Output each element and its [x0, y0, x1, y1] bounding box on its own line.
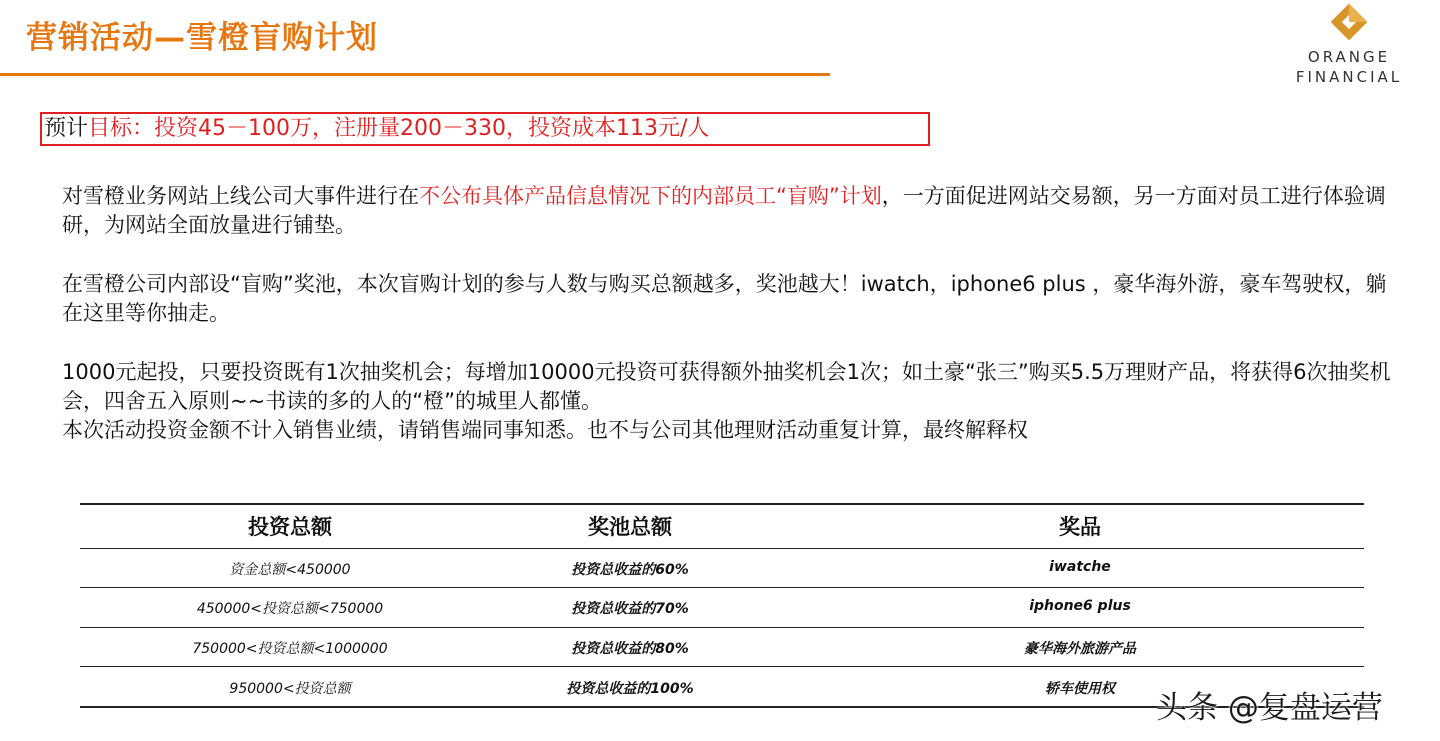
table-header-rule	[80, 548, 1364, 549]
row-rule	[80, 627, 1364, 628]
cell-prize: 豪华海外旅游产品	[1024, 641, 1136, 657]
rules-text-line2: 本次活动投资金额不计入销售业绩，请销售端同事知悉。也不与公司其他理财活动重复计算，最终解释权	[62, 418, 1028, 442]
row-rule	[80, 587, 1364, 588]
cell-investment-range: 750000<投资总额<1000000	[192, 641, 388, 657]
cell-pool-share: 投资总收益的100%	[566, 681, 694, 697]
intro-text-start: 对雪橙业务网站上线公司大事件进行在	[62, 184, 419, 208]
paragraph-intro	[62, 182, 1402, 240]
cell-pool-share: 投资总收益的80%	[571, 641, 689, 657]
goal-prefix: 预计	[44, 116, 89, 141]
paragraph-prize-pool: 在雪橙公司内部设“盲购”奖池，本次盲购计划的参与人数与购买总额越多，奖池越大！iwatch，iphone6 plus ，豪华海外游，豪车驾驶权，躺在这里等你抽走。	[62, 272, 1387, 325]
cell-pool-share: 投资总收益的60%	[571, 562, 689, 578]
header-pool-total: 奖池总额	[588, 515, 672, 539]
cell-investment-range: 450000<投资总额<750000	[196, 601, 384, 617]
cell-prize: iwatche	[1049, 559, 1111, 575]
watermark-text: 头条 @复盘运营	[1156, 690, 1383, 726]
intro-text-end: ，一方面促进网站交易额，另一方面对员工进行体验调研，为网站全面放量进行铺垫。	[62, 184, 1386, 237]
goal-text: 目标：投资45－100万，注册量200－330，投资成本113元/人	[88, 116, 710, 141]
cell-prize: iphone6 plus	[1029, 598, 1131, 614]
page-title: 营销活动—雪橙盲购计划	[26, 20, 378, 56]
orange-diamond-logo-icon	[1316, 2, 1382, 48]
cell-prize: 轿车使用权	[1045, 681, 1115, 697]
paragraph-rules	[62, 358, 1402, 445]
logo-text-orange: ORANGE	[1307, 48, 1391, 66]
header-investment-total: 投资总额	[248, 515, 332, 539]
cell-investment-range: 资金总额<450000	[229, 562, 351, 578]
rules-text-line1: 1000元起投，只要投资既有1次抽奖机会；每增加10000元投资可获得额外抽奖机会1次；如土豪“张三”购买5.5万理财产品，将获得6次抽奖机会，四舍五入原则~~书读的多的人的“橙”的城里人都懂。	[62, 360, 1391, 413]
title-underline	[0, 73, 830, 76]
intro-highlight: 不公布具体产品信息情况下的内部员工“盲购”计划	[419, 184, 882, 208]
cell-investment-range: 950000<投资总额	[229, 681, 351, 697]
row-rule	[80, 666, 1364, 667]
header-prize: 奖品	[1059, 515, 1101, 539]
cell-pool-share: 投资总收益的70%	[571, 601, 689, 617]
goal-box	[40, 112, 930, 146]
brand-logo	[1284, 2, 1414, 88]
logo-text-financial: FINANCIAL	[1295, 68, 1403, 86]
table-top-rule	[80, 503, 1364, 505]
